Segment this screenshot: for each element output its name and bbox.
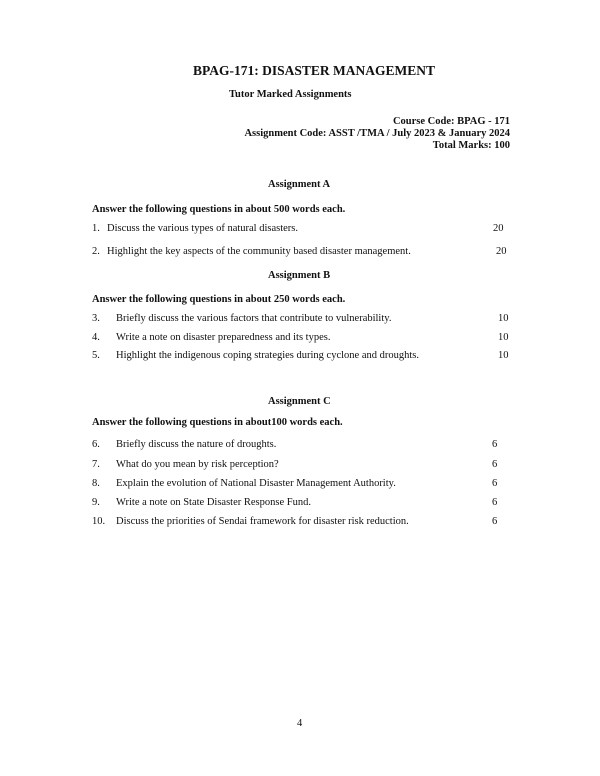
section-instruction-c: Answer the following questions in about100 words each. — [92, 417, 343, 428]
question-number: 2. — [92, 246, 100, 257]
question-marks: 10 — [498, 350, 509, 361]
question-marks: 6 — [492, 459, 498, 470]
question-marks: 6 — [492, 516, 498, 527]
section-heading-c: Assignment C — [268, 396, 331, 407]
question-number: 7. — [92, 459, 100, 470]
question-number: 6. — [92, 439, 100, 450]
page-subtitle: Tutor Marked Assignments — [229, 89, 352, 100]
question-marks: 20 — [493, 223, 504, 234]
question-text: Discuss the priorities of Sendai framework for disaster risk reduction. — [116, 516, 409, 527]
question-marks: 6 — [492, 439, 498, 450]
question-text: Briefly discuss the various factors that contribute to vulnerability. — [116, 313, 392, 324]
course-code: Course Code: BPAG - 171 — [392, 116, 510, 127]
question-text: Briefly discuss the nature of droughts. — [116, 439, 277, 450]
section-heading-a: Assignment A — [268, 179, 331, 190]
question-number: 5. — [92, 350, 100, 361]
question-number: 8. — [92, 478, 100, 489]
question-number: 3. — [92, 313, 100, 324]
section-heading-b: Assignment B — [268, 270, 331, 281]
question-marks: 10 — [498, 313, 509, 324]
question-number: 9. — [92, 497, 100, 508]
question-text: Highlight the indigenous coping strategies during cyclone and droughts. — [116, 350, 419, 361]
section-instruction-b: Answer the following questions in about 250 words each. — [92, 294, 346, 305]
question-text: Discuss the various types of natural disasters. — [107, 223, 299, 234]
question-text: Explain the evolution of National Disaster Management Authority. — [116, 478, 396, 489]
total-marks: Total Marks: 100 — [432, 140, 510, 151]
question-marks: 6 — [492, 497, 498, 508]
question-marks: 20 — [496, 246, 507, 257]
question-marks: 6 — [492, 478, 498, 489]
page-number: 4 — [297, 718, 303, 729]
question-number: 4. — [92, 332, 100, 343]
question-marks: 10 — [498, 332, 509, 343]
question-text: Write a note on disaster preparedness and its types. — [116, 332, 331, 343]
question-text: What do you mean by risk perception? — [116, 459, 279, 470]
question-number: 1. — [92, 223, 100, 234]
assignment-code: Assignment Code: ASST /TMA / July 2023 & January 2024 — [244, 128, 510, 139]
question-text: Highlight the key aspects of the community based disaster management. — [107, 246, 411, 257]
question-number: 10. — [92, 516, 106, 527]
section-instruction-a: Answer the following questions in about 500 words each. — [92, 204, 346, 215]
page-title: BPAG-171: DISASTER MANAGEMENT — [193, 63, 436, 78]
question-text: Write a note on State Disaster Response Fund. — [116, 497, 311, 508]
